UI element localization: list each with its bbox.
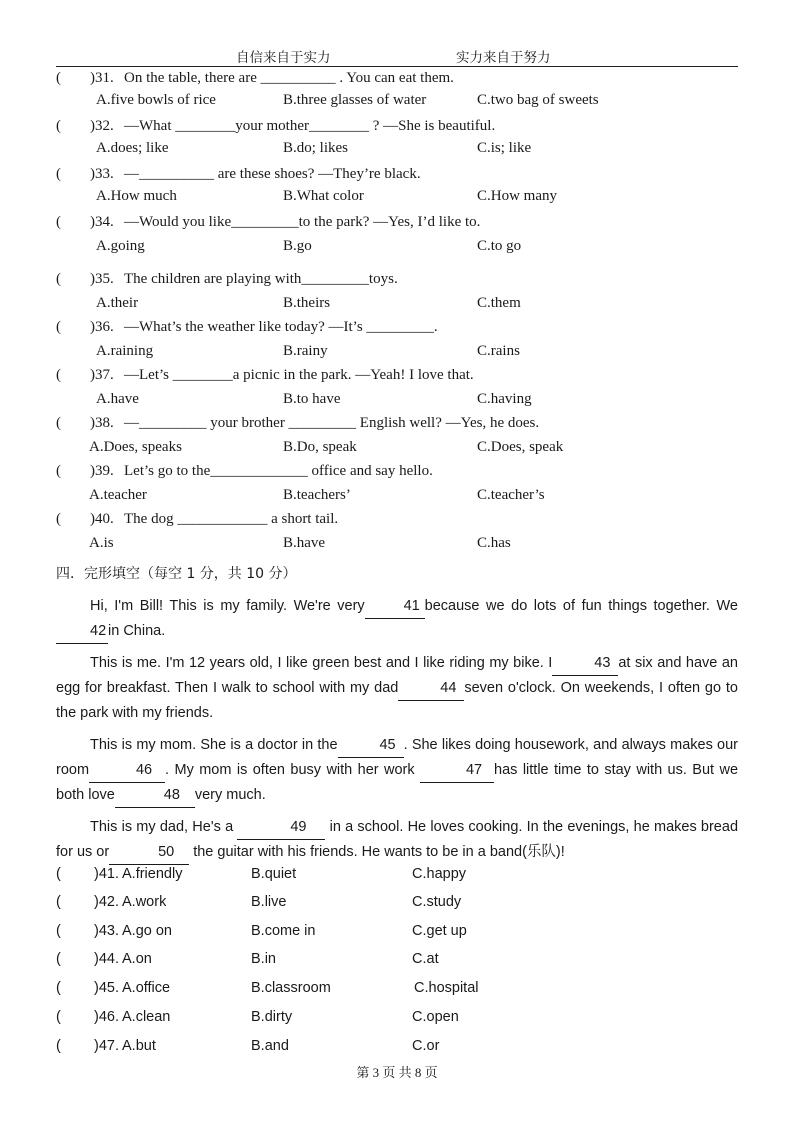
option-a[interactable]: A.five bowls of rice bbox=[96, 92, 216, 108]
option-b[interactable]: B.and bbox=[251, 1038, 289, 1054]
question-number: )34. bbox=[90, 214, 114, 230]
header-right-motto: 实力来自于努力 bbox=[456, 50, 551, 65]
option-c[interactable]: C.teacher’s bbox=[477, 487, 545, 503]
option-c[interactable]: C.has bbox=[477, 535, 511, 551]
cloze-number: )45. bbox=[94, 980, 119, 996]
blank-46[interactable]: 46 bbox=[89, 758, 165, 783]
answer-paren[interactable]: ( bbox=[56, 866, 61, 882]
option-c[interactable]: C.Does, speak bbox=[477, 439, 564, 455]
option-a[interactable]: A.friendly bbox=[122, 866, 183, 882]
question-stem: —__________ are these shoes? —They’re black. bbox=[124, 166, 421, 182]
passage-text: . She likes doing housework, and always makes our room bbox=[56, 737, 739, 778]
header-left-motto: 自信来自于实力 bbox=[236, 50, 331, 65]
option-b[interactable]: B.teachers’ bbox=[283, 487, 351, 503]
option-b[interactable]: B.three glasses of water bbox=[283, 92, 427, 108]
option-b[interactable]: B.to have bbox=[283, 391, 341, 407]
option-c[interactable]: C.having bbox=[477, 391, 532, 407]
option-a[interactable]: A.have bbox=[96, 391, 139, 407]
option-b[interactable]: B.go bbox=[283, 238, 312, 254]
passage-paragraph-4 bbox=[56, 815, 738, 865]
cloze-number: )41. bbox=[94, 866, 119, 882]
option-c[interactable]: C.two bag of sweets bbox=[477, 92, 599, 108]
option-a[interactable]: A.going bbox=[96, 238, 145, 254]
option-a[interactable]: A.is bbox=[89, 535, 114, 551]
option-c[interactable]: C.hospital bbox=[414, 980, 479, 996]
question-stem: —What’s the weather like today? —It’s _________. bbox=[124, 319, 438, 335]
blank-43[interactable]: 43 bbox=[552, 651, 618, 676]
option-c[interactable]: C.at bbox=[412, 951, 439, 967]
option-a[interactable]: A.their bbox=[96, 295, 139, 311]
question-number: )33. bbox=[90, 166, 114, 182]
option-b[interactable]: B.rainy bbox=[283, 343, 328, 359]
question-stem: —Let’s ________a picnic in the park. —Yeah! I love that. bbox=[124, 367, 474, 383]
blank-49[interactable]: 49 bbox=[237, 815, 325, 840]
option-a[interactable]: A.on bbox=[122, 951, 152, 967]
page-footer: 第 3 页 共 8 页 bbox=[356, 1065, 438, 1080]
option-c[interactable]: C.to go bbox=[477, 238, 522, 254]
answer-paren[interactable]: ( bbox=[56, 894, 61, 910]
question-stem: The children are playing with_________toys. bbox=[124, 271, 398, 287]
option-a[interactable]: A.go on bbox=[122, 923, 172, 939]
answer-paren[interactable]: ( bbox=[56, 166, 61, 182]
option-a[interactable]: A.office bbox=[122, 980, 171, 996]
answer-paren[interactable]: ( bbox=[56, 980, 61, 996]
answer-paren[interactable]: ( bbox=[56, 271, 61, 287]
passage-text: at six and have an egg for breakfast. Then I walk to school with my dad bbox=[56, 655, 738, 696]
blank-47[interactable]: 47 bbox=[420, 758, 494, 783]
answer-paren[interactable]: ( bbox=[56, 415, 61, 431]
cloze-number: )47. bbox=[94, 1038, 119, 1054]
question-number: )35. bbox=[90, 271, 114, 287]
cloze-number: )44. bbox=[94, 951, 119, 967]
option-c[interactable]: C.or bbox=[412, 1038, 440, 1054]
option-b[interactable]: B.come in bbox=[251, 923, 316, 939]
question-number: )39. bbox=[90, 463, 114, 479]
option-c[interactable]: C.How many bbox=[477, 188, 557, 204]
passage-text: in a school. He loves cooking. In the evenings, he makes bread for us or bbox=[56, 819, 739, 860]
option-c[interactable]: C.is; like bbox=[477, 140, 532, 156]
blank-41[interactable]: 41 bbox=[365, 594, 425, 619]
option-a[interactable]: A.but bbox=[122, 1038, 156, 1054]
passage-paragraph-1 bbox=[56, 594, 738, 644]
option-c[interactable]: C.get up bbox=[412, 923, 467, 939]
option-b[interactable]: B.Do, speak bbox=[283, 439, 357, 455]
question-stem: On the table, there are __________ . You can eat them. bbox=[124, 70, 454, 86]
passage-text: This is my dad, He's a bbox=[90, 819, 234, 835]
blank-50[interactable]: 50 bbox=[109, 840, 189, 865]
option-c[interactable]: C.rains bbox=[477, 343, 520, 359]
page-header bbox=[56, 44, 738, 67]
option-b[interactable]: B.have bbox=[283, 535, 326, 551]
passage-text: the guitar with his friends. He wants to be in a band(乐队)! bbox=[193, 844, 565, 860]
question-stem: —_________ your brother _________ English well? —Yes, he does. bbox=[124, 415, 540, 431]
answer-paren[interactable]: ( bbox=[56, 214, 61, 230]
question-stem: —What ________your mother________ ? —She is beautiful. bbox=[124, 118, 496, 134]
question-number: )32. bbox=[90, 118, 114, 134]
blank-42[interactable]: 42 bbox=[56, 619, 108, 644]
option-a[interactable]: A.raining bbox=[96, 343, 154, 359]
passage-text: in China. bbox=[108, 623, 166, 639]
option-a[interactable]: A.clean bbox=[122, 1009, 171, 1025]
option-c[interactable]: C.happy bbox=[412, 866, 467, 882]
passage-text: seven o'clock. On weekends, I often go to the park with my friends. bbox=[56, 680, 738, 721]
passage-text: has little time to stay with us. But we both love bbox=[56, 762, 739, 803]
passage-paragraph-2 bbox=[56, 651, 738, 725]
option-a[interactable]: A.work bbox=[122, 894, 167, 910]
option-b[interactable]: B.classroom bbox=[251, 980, 331, 996]
option-b[interactable]: B.What color bbox=[283, 188, 364, 204]
question-number: )36. bbox=[90, 319, 114, 335]
passage-text: . My mom is often busy with her work bbox=[165, 762, 415, 778]
question-number: )40. bbox=[90, 511, 114, 527]
question-stem: Let’s go to the_____________ office and say hello. bbox=[124, 463, 433, 479]
option-a[interactable]: A.teacher bbox=[89, 487, 147, 503]
question-stem: The dog ____________ a short tail. bbox=[124, 511, 339, 527]
answer-paren[interactable]: ( bbox=[56, 1009, 61, 1025]
answer-paren[interactable]: ( bbox=[56, 319, 61, 335]
answer-paren[interactable]: ( bbox=[56, 70, 61, 86]
option-b[interactable]: B.live bbox=[251, 894, 287, 910]
passage-text: because we do lots of fun things together. We bbox=[424, 598, 738, 614]
section-title: 四．完形填空（每空 1 分，共 10 分） bbox=[56, 566, 297, 582]
option-b[interactable]: B.in bbox=[251, 951, 276, 967]
answer-paren[interactable]: ( bbox=[56, 463, 61, 479]
option-b[interactable]: B.quiet bbox=[251, 866, 297, 882]
option-b[interactable]: B.do; likes bbox=[283, 140, 349, 156]
blank-48[interactable]: 48 bbox=[115, 783, 195, 808]
option-c[interactable]: C.open bbox=[412, 1009, 459, 1025]
blank-44[interactable]: 44 bbox=[398, 676, 464, 701]
answer-paren[interactable]: ( bbox=[56, 118, 61, 134]
question-number: )31. bbox=[90, 70, 114, 86]
answer-paren[interactable]: ( bbox=[56, 1038, 61, 1054]
passage-text: This is my mom. She is a doctor in the bbox=[90, 737, 338, 753]
cloze-number: )43. bbox=[94, 923, 119, 939]
answer-paren[interactable]: ( bbox=[56, 951, 61, 967]
option-b[interactable]: B.theirs bbox=[283, 295, 331, 311]
answer-paren[interactable]: ( bbox=[56, 367, 61, 383]
blank-45[interactable]: 45 bbox=[338, 733, 404, 758]
option-c[interactable]: C.study bbox=[412, 894, 462, 910]
question-stem: —Would you like_________to the park? —Yes, I’d like to. bbox=[124, 214, 481, 230]
passage-text: very much. bbox=[194, 787, 266, 803]
option-a[interactable]: A.Does, speaks bbox=[89, 439, 182, 455]
answer-paren[interactable]: ( bbox=[56, 511, 61, 527]
passage-text: This is me. I'm 12 years old, I like green best and I like riding my bike. I bbox=[90, 655, 553, 671]
passage-paragraph-3 bbox=[56, 733, 738, 808]
option-b[interactable]: B.dirty bbox=[251, 1009, 293, 1025]
cloze-number: )42. bbox=[94, 894, 119, 910]
passage-text: Hi, I'm Bill! This is my family. We're very bbox=[90, 598, 365, 614]
option-a[interactable]: A.How much bbox=[96, 188, 177, 204]
answer-paren[interactable]: ( bbox=[56, 923, 61, 939]
question-number: )37. bbox=[90, 367, 114, 383]
option-c[interactable]: C.them bbox=[477, 295, 521, 311]
option-a[interactable]: A.does; like bbox=[96, 140, 169, 156]
cloze-number: )46. bbox=[94, 1009, 119, 1025]
question-number: )38. bbox=[90, 415, 114, 431]
